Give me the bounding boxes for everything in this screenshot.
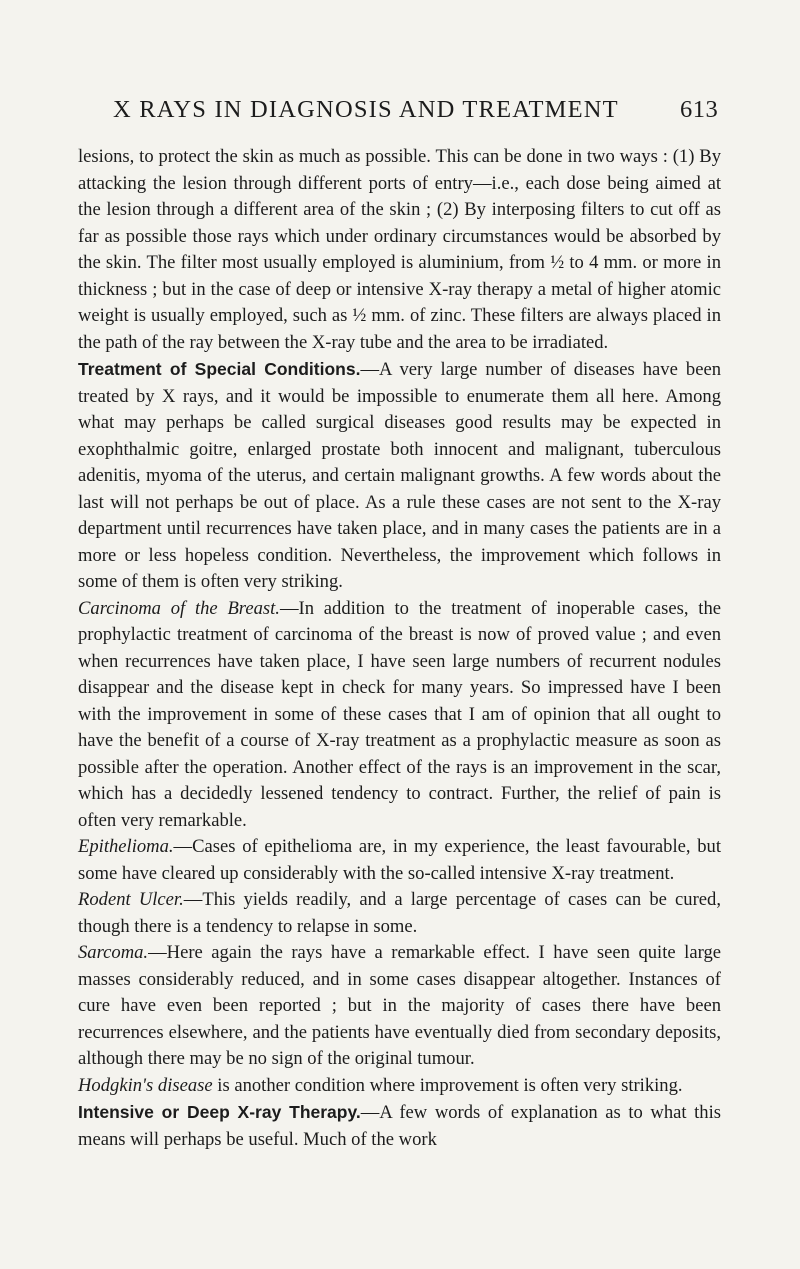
paragraph-text: —A few words of explanation as to what this means will perhaps be useful. Much of the work [78, 1102, 721, 1150]
paragraph-sarcoma [78, 940, 721, 1073]
paragraph-text: lesions, to protect the skin as much as possible. This can be done in two ways : (1) By attacking the lesion through different ports of entry—i.e., each dose being aimed at the lesion through a different area of the skin ; (2) By interposing filters to cut off as far as possible those rays which under ordinary circumstances would be absorbed by the skin. The filter most usually employed is aluminium, from ½ to 4 mm. or more in thickness ; but in the case of deep or intensive X-ray therapy a metal of higher atomic weight is usually employed, such as ½ mm. of zinc. These filters are always placed in the path of the ray between the X-ray tube and the area to be irradiated. [78, 146, 721, 353]
paragraph-rodent-ulcer [78, 887, 721, 940]
page-number: 613 [680, 96, 719, 123]
body-text [78, 144, 721, 1153]
subsection-heading: Carcinoma of the Breast. [78, 597, 280, 619]
paragraph-carcinoma-breast [78, 596, 721, 835]
paragraph-text: —In addition to the treatment of inoperable cases, the prophylactic treatment of carcinoma of the breast is now of proved value ; and even when recurrences have taken place, I have seen large numbers of recurrent nodules disappear and the disease kept in check for many years. So impressed have I been with the improvement in some of these cases that I am of opinion that all ought to have the benefit of a course of X-ray treatment as a prophylactic measure as soon as possible after the operation. Another effect of the rays is an improvement in the scar, which has a decidedly lessened tendency to contract. Further, the relief of pain is often very remarkable. [78, 597, 721, 831]
paragraph-special-conditions [78, 356, 721, 596]
paragraph-text: —Cases of epithelioma are, in my experience, the least favourable, but some have cleared up considerably with the so-called intensive X-ray treatment. [78, 836, 721, 884]
section-heading: Intensive or Deep X-ray Therapy. [78, 1102, 361, 1122]
paragraph-intensive-therapy [78, 1099, 721, 1153]
paragraph-hodgkins [78, 1073, 721, 1100]
subsection-heading: Rodent Ulcer. [78, 889, 184, 910]
paragraph-text: —Here again the rays have a remarkable effect. I have seen quite large masses considerably reduced, and in some cases disappear altogether. Instances of cure have even been reported ; but in the majority of cases there have been recurrences elsewhere, and the patients have eventually died from secondary deposits, although there may be no sign of the original tumour. [78, 942, 721, 1069]
running-title: X RAYS IN DIAGNOSIS AND TREATMENT [113, 96, 619, 123]
paragraph-epithelioma [78, 834, 721, 887]
subsection-heading: Sarcoma. [78, 942, 149, 963]
paragraph-text: —A very large number of diseases have been treated by X rays, and it would be impossible to enumerate them all here. Among what may perhaps be called surgical diseases good results may be expected in exophthalmic goitre, enlarged prostate both innocent and malignant, tuberculous adenitis, myoma of the uterus, and certain malignant growths. A few words about the last will not perhaps be out of place. As a rule these cases are not sent to the X-ray department until recurrences have taken place, and in many cases the patients are in a more or less hopeless condition. Nevertheless, the improvement which follows in some of them is often very striking. [78, 359, 721, 592]
paragraph-text: is another condition where improvement is often very striking. [212, 1074, 683, 1096]
paragraph-filters [78, 144, 721, 356]
subsection-heading: Epithelioma. [78, 836, 174, 857]
page-header [0, 96, 800, 136]
section-heading: Treatment of Special Conditions. [78, 359, 361, 379]
paragraph-text: —This yields readily, and a large percentage of cases can be cured, though there is a tendency to relapse in some. [78, 889, 721, 937]
subsection-heading: Hodgkin's disease [78, 1074, 213, 1096]
